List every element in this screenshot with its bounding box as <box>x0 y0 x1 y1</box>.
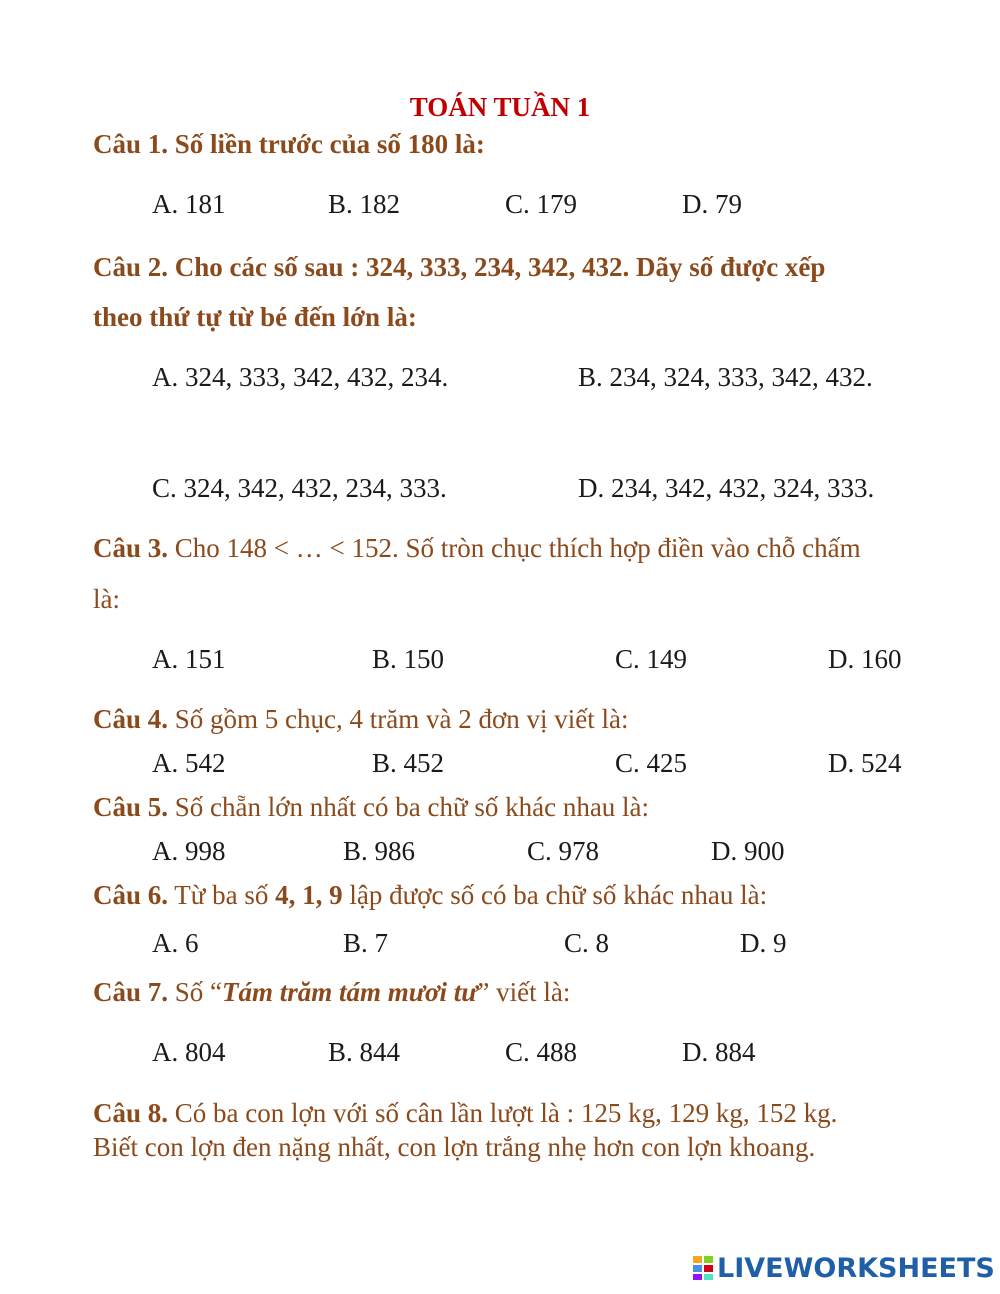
q4-option-d[interactable]: D. 524 <box>828 748 902 778</box>
liveworksheets-logo-icon <box>693 1256 713 1280</box>
question-7 <box>93 974 570 1010</box>
question-2-text-line1: Cho các số sau : 324, 333, 234, 342, 432. Dãy số được xếp <box>174 252 826 282</box>
q5-option-a[interactable]: A. 998 <box>152 836 226 866</box>
q5-option-b[interactable]: B. 986 <box>343 836 416 866</box>
q2-option-a[interactable]: A. 324, 333, 342, 432, 234. <box>152 362 449 392</box>
question-7-label: Câu 7. <box>93 977 169 1007</box>
question-1 <box>93 126 485 162</box>
question-7-number-words: Tám trăm tám mươi tư <box>222 977 478 1007</box>
brand-name: LIVEWORKSHEETS <box>717 1252 995 1284</box>
question-8-text-line2: Biết con lợn đen nặng nhất, con lợn trắng nhẹ hơn con lợn khoang. <box>93 1132 816 1162</box>
q2-option-c[interactable]: C. 324, 342, 432, 234, 333. <box>152 473 447 503</box>
question-1-text: Số liền trước của số 180 là: <box>174 129 485 159</box>
question-3-label: Câu 3. <box>93 533 169 563</box>
q2-option-d[interactable]: D. 234, 342, 432, 324, 333. <box>578 473 875 503</box>
q7-option-d[interactable]: D. 884 <box>682 1037 756 1067</box>
question-8-text-line1: Có ba con lợn với số cân lần lượt là : 125 kg, 129 kg, 152 kg. <box>174 1098 838 1128</box>
question-4-text: Số gồm 5 chục, 4 trăm và 2 đơn vị viết là: <box>174 704 629 734</box>
q1-option-c[interactable]: C. 179 <box>505 189 578 219</box>
question-6-text-post: lập được số có ba chữ số khác nhau là: <box>349 880 768 910</box>
question-6 <box>93 877 767 913</box>
q6-option-d[interactable]: D. 9 <box>740 928 787 958</box>
q3-option-b[interactable]: B. 150 <box>372 644 445 674</box>
q7-option-a[interactable]: A. 804 <box>152 1037 226 1067</box>
q1-option-a[interactable]: A. 181 <box>152 189 226 219</box>
question-8-label: Câu 8. <box>93 1098 169 1128</box>
question-5-label: Câu 5. <box>93 792 169 822</box>
question-4-label: Câu 4. <box>93 704 169 734</box>
question-3-text-line2: là: <box>93 584 120 614</box>
question-2-label: Câu 2. <box>93 252 169 282</box>
q6-option-b[interactable]: B. 7 <box>343 928 389 958</box>
question-3-line1 <box>93 530 861 566</box>
question-7-text-post: ” viết là: <box>477 977 571 1007</box>
question-5 <box>93 789 649 825</box>
question-5-text: Số chẵn lớn nhất có ba chữ số khác nhau là: <box>174 792 650 822</box>
q7-option-b[interactable]: B. 844 <box>328 1037 401 1067</box>
question-7-text-pre: Số “ <box>174 977 223 1007</box>
q4-option-b[interactable]: B. 452 <box>372 748 445 778</box>
question-3-text-line1: Cho 148 < … < 152. Số tròn chục thích hợp điền vào chỗ chấm <box>174 533 861 563</box>
q1-option-d[interactable]: D. 79 <box>682 189 742 219</box>
liveworksheets-logo[interactable] <box>693 1253 995 1283</box>
q4-option-c[interactable]: C. 425 <box>615 748 688 778</box>
question-2-text-line2: theo thứ tự từ bé đến lớn là: <box>93 302 417 332</box>
q5-option-c[interactable]: C. 978 <box>527 836 600 866</box>
question-2-line1 <box>93 249 825 285</box>
q6-option-a[interactable]: A. 6 <box>152 928 199 958</box>
q5-option-d[interactable]: D. 900 <box>711 836 785 866</box>
q3-option-d[interactable]: D. 160 <box>828 644 902 674</box>
page-title: TOÁN TUẦN 1 <box>409 92 591 122</box>
question-6-label: Câu 6. <box>93 880 169 910</box>
question-4 <box>93 701 628 737</box>
question-6-text-pre: Từ ba số <box>174 880 269 910</box>
q6-option-c[interactable]: C. 8 <box>564 928 610 958</box>
q3-option-a[interactable]: A. 151 <box>152 644 226 674</box>
q7-option-c[interactable]: C. 488 <box>505 1037 578 1067</box>
q2-option-b[interactable]: B. 234, 324, 333, 342, 432. <box>578 362 873 392</box>
question-1-label: Câu 1. <box>93 129 169 159</box>
q3-option-c[interactable]: C. 149 <box>615 644 688 674</box>
question-6-digits: 4, 1, 9 <box>275 880 343 910</box>
q1-option-b[interactable]: B. 182 <box>328 189 401 219</box>
question-8-line1 <box>93 1095 837 1131</box>
q4-option-a[interactable]: A. 542 <box>152 748 226 778</box>
